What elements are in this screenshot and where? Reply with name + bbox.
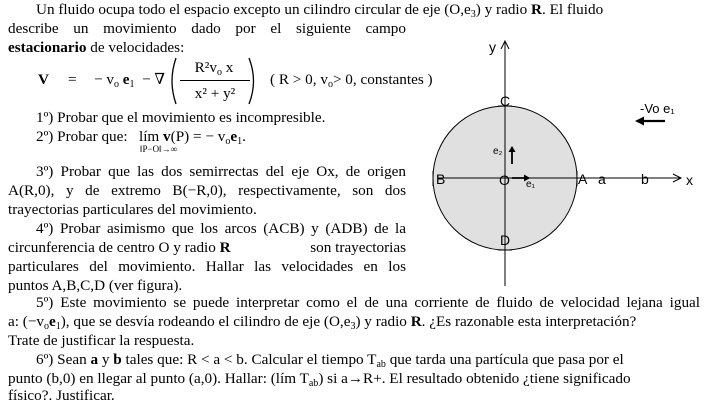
- fraction-bar: [180, 80, 250, 81]
- question-4-line-3: particulares del movimiento. Hallar las velocidades en los: [8, 258, 406, 275]
- question-4-line-2: circunferencia de centro O y radio R son trayectorias: [8, 239, 406, 256]
- question-3-line-1: 3º) Probar que las dos semirrectas del eje Ox, de origen: [36, 163, 406, 180]
- velocity-field-formula: V = − $v_o$ $e_1$ − ∇ $R^2v_o$ x x² + y² ( R > 0, $v_o> 0$, constantes ): [38, 56, 418, 106]
- question-5-line-1: 5º) Este movimiento se puede interpretar como el de una corriente de fluido de velocidad lejana igual: [36, 294, 700, 311]
- question-2: 2º) Probar que: lím v(P) = − $v_oe_1$.: [36, 128, 246, 147]
- x-axis-label: x: [686, 172, 693, 188]
- question-4-line-4: puntos A,B,C,D (ver figura).: [8, 277, 183, 294]
- limit-subscript: ‖P−O‖→∞: [140, 144, 178, 154]
- question-5-line-3: Trate de justificar la respuesta.: [8, 332, 195, 349]
- flow-arrow-icon: [635, 117, 644, 126]
- question-4-line-1: 4º) Probar asimismo que los arcos (ACB) y (ADB) de la: [36, 220, 406, 237]
- question-1: 1º) Probar que el movimiento es incompresible.: [36, 109, 326, 126]
- cylinder-flow-figure: [418, 36, 703, 286]
- question-6-line-3: físico?. Justificar.: [8, 387, 115, 404]
- flow-velocity-label: -Vo e₁: [640, 101, 675, 116]
- question-3-line-2: A(R,0), y de extremo B(−R,0), respectivamente, son dos: [8, 182, 406, 199]
- point-A-label: A: [578, 171, 588, 187]
- intro-line-3: estacionario de velocidades:: [8, 39, 185, 56]
- question-6-line-1: 6º) Sean a y b tales que: R < a < b. Calcular el tiempo $T_{ab}$ que tarda una partícula que pasa por el: [36, 351, 624, 370]
- point-C-label: C: [500, 93, 511, 109]
- intro-line-1: Un fluido ocupa todo el espacio excepto un cilindro circular de eje $(O,e_3)$ y radio R. El fluido: [36, 1, 604, 20]
- question-5-line-2: a: $(-v_oe_1)$, que se desvía rodeando el cilindro de eje $(O,e_3)$ y radio R. ¿Es razonable esta interpretación?: [8, 313, 637, 332]
- fraction-denominator: x² + y²: [194, 85, 236, 102]
- fraction-numerator: $R^2v_o$ x: [194, 59, 234, 78]
- e2-label: e₂: [493, 146, 503, 157]
- figure-graphics: [418, 36, 703, 286]
- intro-line-2: describe un movimiento dado por el siguiente campo: [8, 20, 406, 37]
- e1-label: e₁: [526, 179, 535, 190]
- question-3-line-3: trayectorias particulares del movimiento.: [8, 201, 257, 218]
- y-axis-label: y: [489, 39, 496, 55]
- question-6-line-2: punto (b,0) en llegar al punto (a,0). Hallar: (lím $T_{ab}$) si a→R+. El resultado obtenido ¿tiene significado: [8, 370, 631, 389]
- formula-right-paren: [246, 56, 260, 106]
- point-D-label: D: [500, 232, 511, 248]
- origin-O-label: O: [499, 172, 510, 188]
- point-b-label: b: [641, 171, 649, 187]
- point-B-label: B: [436, 171, 446, 187]
- point-a-label: a: [598, 171, 606, 187]
